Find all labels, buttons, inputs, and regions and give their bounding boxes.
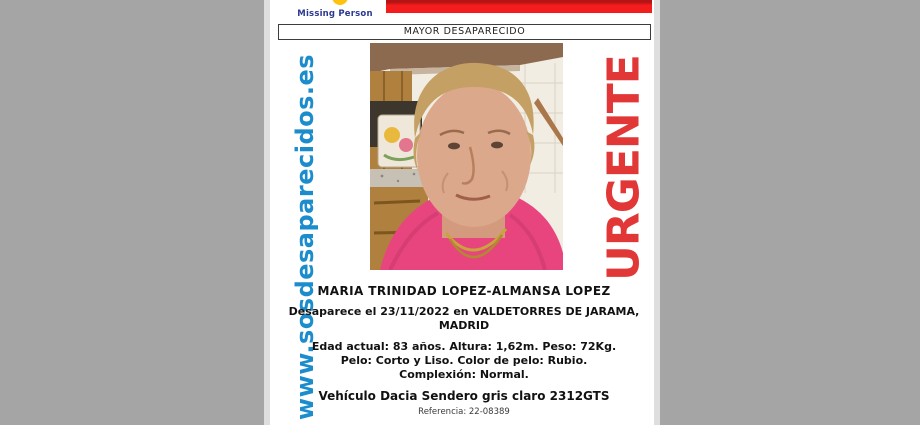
urgent-label: URGENTE xyxy=(598,55,650,281)
disappearance-line1: Desaparece el 23/11/2022 en VALDETORRES DE JARAMA, xyxy=(288,305,640,318)
person-name: MARIA TRINIDAD LOPEZ-ALMANSA LOPEZ xyxy=(317,284,611,298)
details-line2: Pelo: Corto y Liso. Color de pelo: Rubio. xyxy=(340,354,588,367)
vehicle-info: Vehículo Dacia Sendero gris claro 2312GTS xyxy=(318,389,610,403)
missing-person-poster xyxy=(264,0,660,425)
disappearance-info xyxy=(270,305,658,333)
photo-illustration xyxy=(370,43,563,270)
website-watermark: www.sosdesaparecidos.es xyxy=(291,53,319,421)
missing-person-logo-icon xyxy=(332,0,348,5)
missing-person-photo xyxy=(370,43,563,270)
logo-label: Missing Person xyxy=(297,9,373,19)
details-line1: Edad actual: 83 años. Altura: 1,62m. Peso: 72Kg. xyxy=(311,340,617,353)
alert-banner xyxy=(386,0,652,13)
person-details xyxy=(270,340,658,382)
disappearance-line2: MADRID xyxy=(438,319,490,332)
reference-number: Referencia: 22-08389 xyxy=(418,407,510,417)
sos-logo xyxy=(280,0,390,24)
details-line3: Complexión: Normal. xyxy=(399,368,529,381)
category-banner: MAYOR DESAPARECIDO xyxy=(278,24,651,40)
